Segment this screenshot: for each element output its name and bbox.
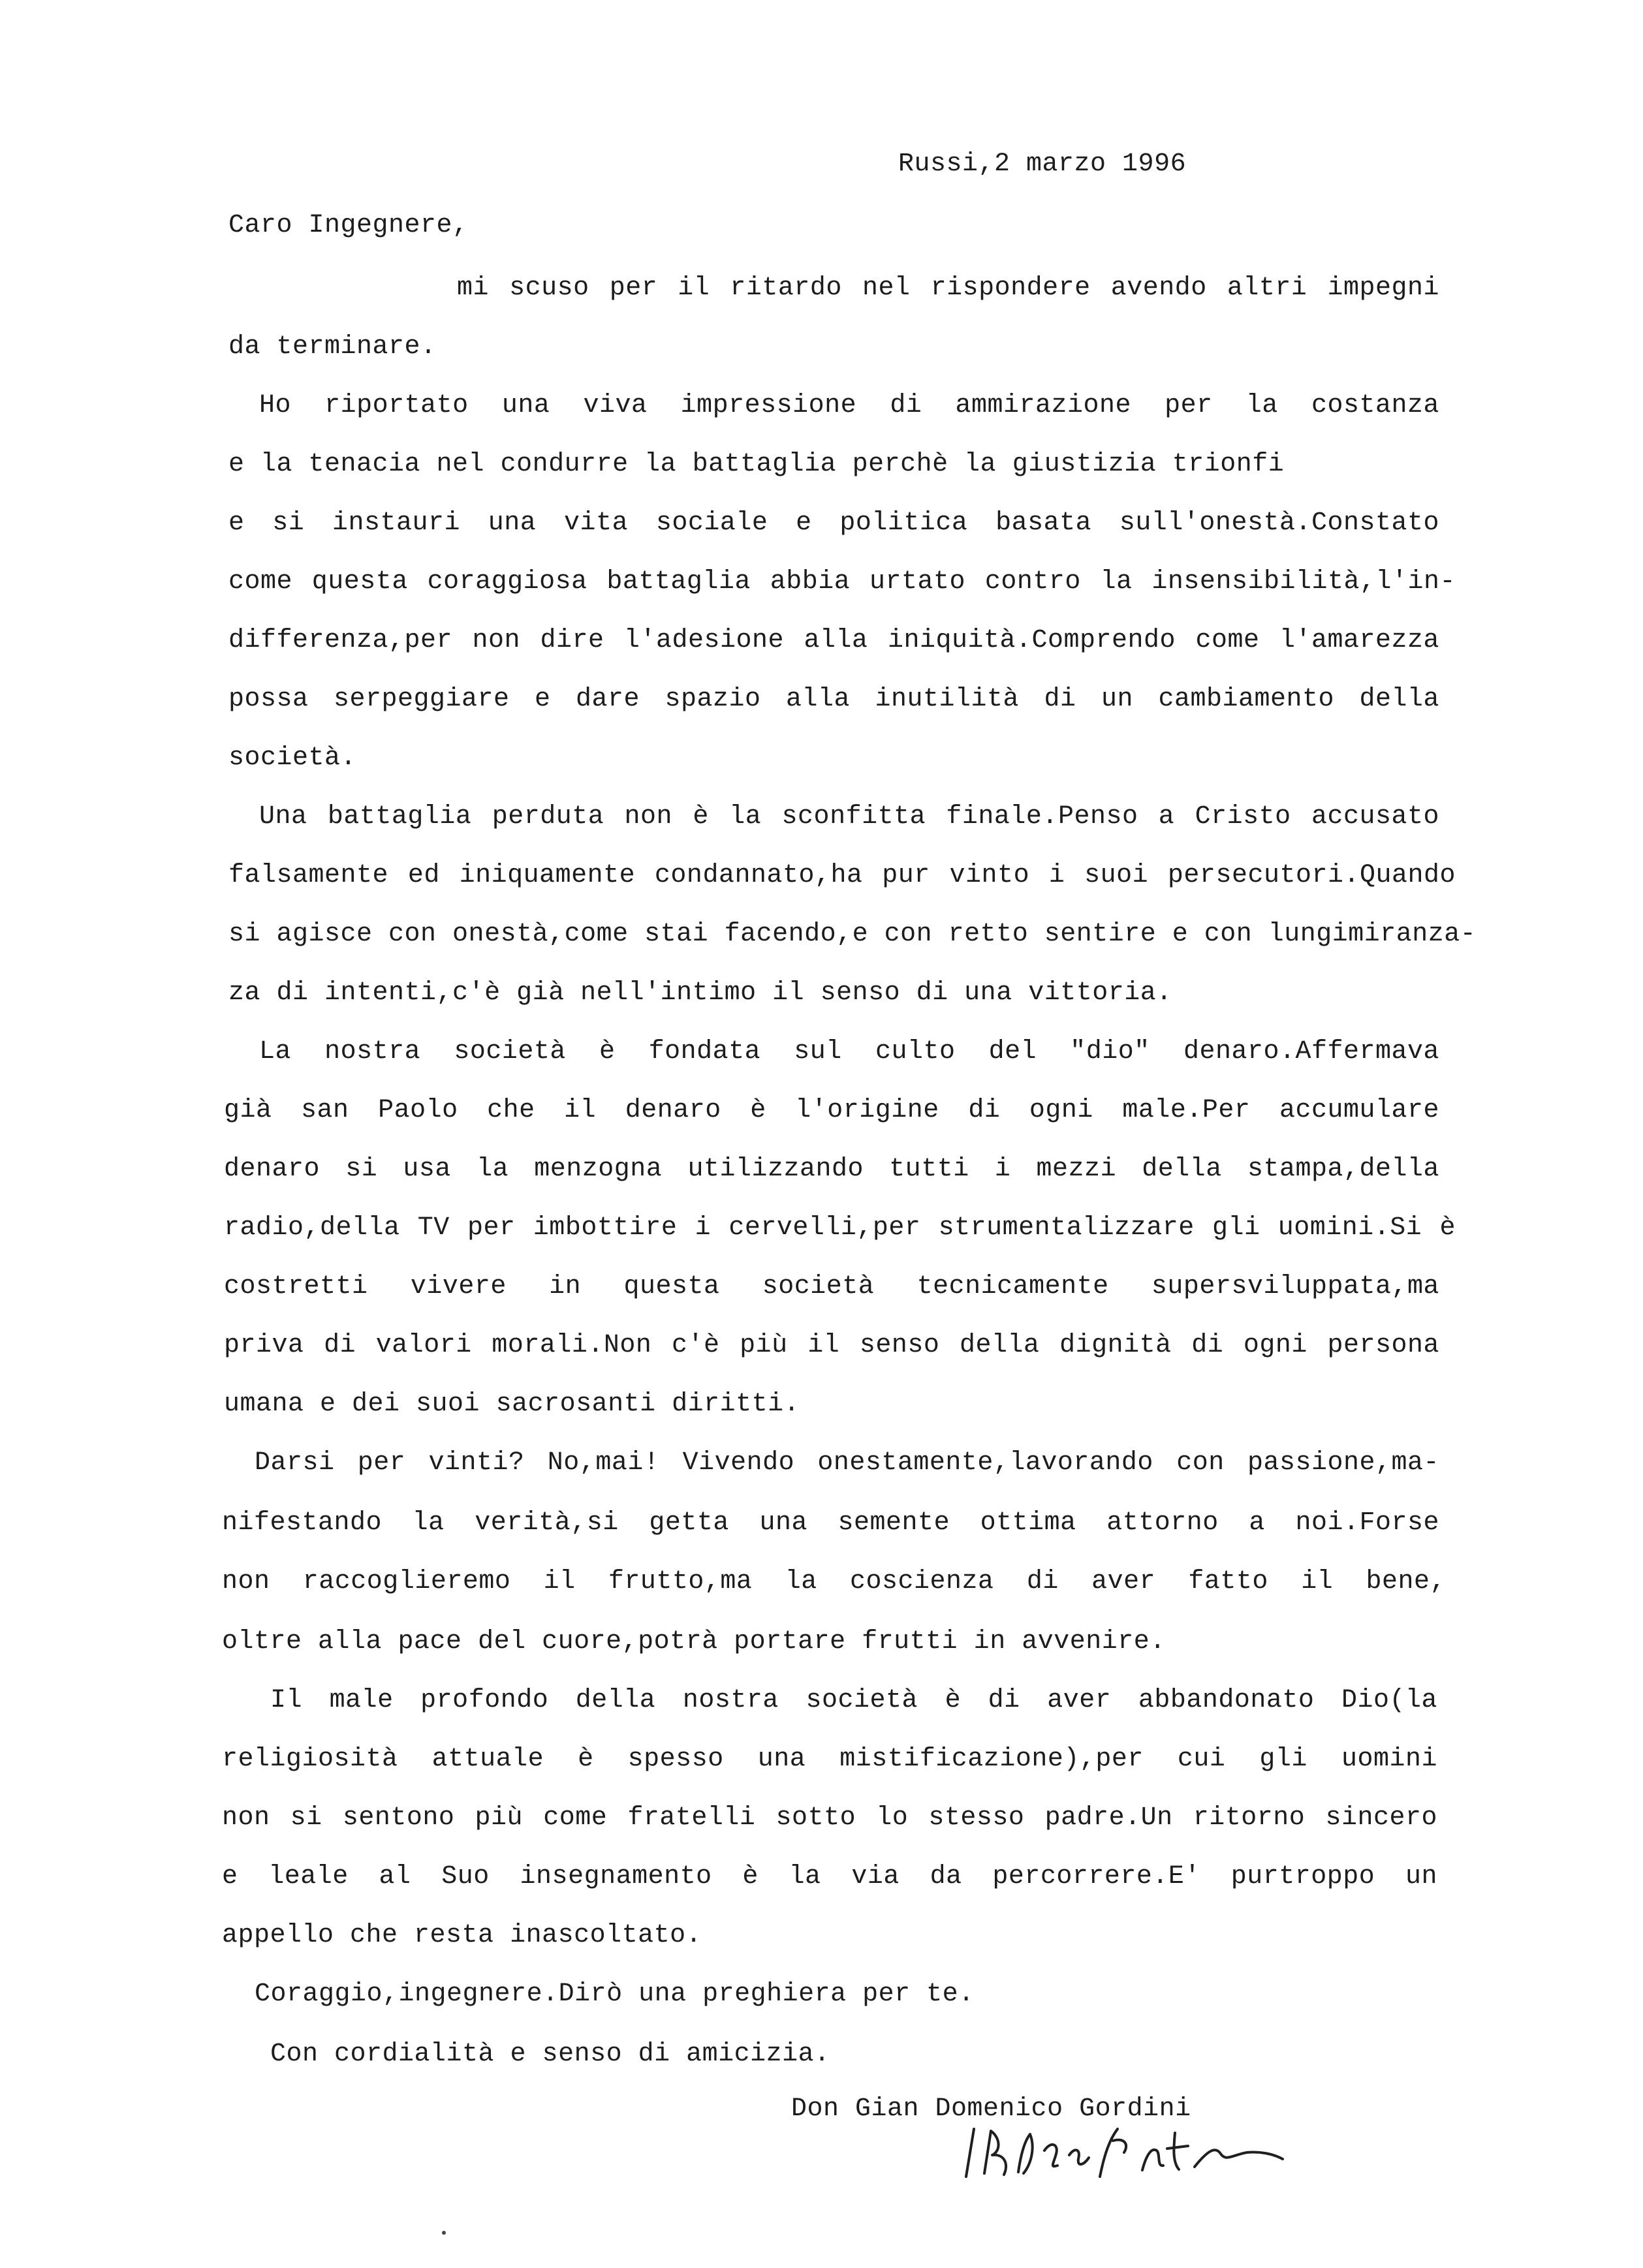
body-line: differenza,per non dire l'adesione alla iniquità.Comprendo come l'amarezza <box>228 626 1439 655</box>
body-line: costretti vivere in questa società tecnicamente supersviluppata,ma <box>224 1272 1439 1301</box>
signature-name: Don Gian Domenico Gordini <box>791 2094 1191 2124</box>
body-line: za di intenti,c'è già nell'intimo il senso di una vittoria. <box>228 978 1172 1008</box>
body-line: oltre alla pace del cuore,potrà portare frutti in avvenire. <box>222 1627 1166 1656</box>
closing-encouragement: Coraggio,ingegnere.Dirò una preghiera per te. <box>255 1980 975 2009</box>
body-line: mi scuso per il ritardo nel rispondere avendo altri impegni <box>457 273 1439 303</box>
body-line: falsamente ed iniquamente condannato,ha pur vinto i suoi persecutori.Quando <box>228 861 1456 890</box>
body-line: e la tenacia nel condurre la battaglia perchè la giustizia trionfi <box>228 450 1285 479</box>
body-line: radio,della TV per imbottire i cervelli,per strumentalizzare gli uomini.Si è <box>224 1213 1456 1243</box>
body-line: Darsi per vinti? No,mai! Vivendo onestamente,lavorando con passione,ma- <box>255 1448 1439 1478</box>
body-line: e si instauri una vita sociale e politica basata sull'onestà.Constato <box>228 508 1439 538</box>
body-line: non si sentono più come fratelli sotto lo stesso padre.Un ritorno sincero <box>222 1803 1437 1833</box>
body-line: La nostra società è fondata sul culto del "dio" denaro.Affermava <box>259 1037 1439 1066</box>
handwritten-signature <box>953 2115 1292 2193</box>
body-line: non raccoglieremo il frutto,ma la coscienza di aver fatto il bene, <box>222 1567 1446 1596</box>
body-line: si agisce con onestà,come stai facendo,e con retto sentire e con lungimiranza- <box>228 920 1477 949</box>
body-line: religiosità attuale è spesso una mistificazione),per cui gli uomini <box>222 1745 1437 1774</box>
body-line: da terminare. <box>228 332 437 362</box>
body-line: Una battaglia perduta non è la sconfitta finale.Penso a Cristo accusato <box>259 802 1439 831</box>
letter-date: Russi,2 marzo 1996 <box>898 149 1187 179</box>
body-line: come questa coraggiosa battaglia abbia urtato contro la insensibilità,l'in- <box>228 567 1456 597</box>
body-line: possa serpeggiare e dare spazio alla inutilità di un cambiamento della <box>228 685 1439 714</box>
body-line: società. <box>228 743 357 773</box>
body-line: e leale al Suo insegnamento è la via da percorrere.E' purtroppo un <box>222 1862 1437 1891</box>
body-line: nifestando la verità,si getta una semente ottima attorno a noi.Forse <box>222 1508 1439 1538</box>
body-line: umana e dei suoi sacrosanti diritti. <box>224 1390 800 1419</box>
letter-salutation: Caro Ingegnere, <box>228 211 469 240</box>
stray-dot <box>442 2231 446 2235</box>
body-line: già san Paolo che il denaro è l'origine di ogni male.Per accumulare <box>224 1096 1439 1125</box>
body-line: Il male profondo della nostra società è di aver abbandonato Dio(la <box>270 1686 1437 1715</box>
closing-greeting: Con cordialità e senso di amicizia. <box>270 2040 830 2069</box>
body-line: priva di valori morali.Non c'è più il senso della dignità di ogni persona <box>224 1331 1439 1360</box>
body-line: appello che resta inascoltato. <box>222 1921 702 1950</box>
body-line: denaro si usa la menzogna utilizzando tutti i mezzi della stampa,della <box>224 1155 1439 1184</box>
body-line: Ho riportato una viva impressione di ammirazione per la costanza <box>259 391 1439 420</box>
